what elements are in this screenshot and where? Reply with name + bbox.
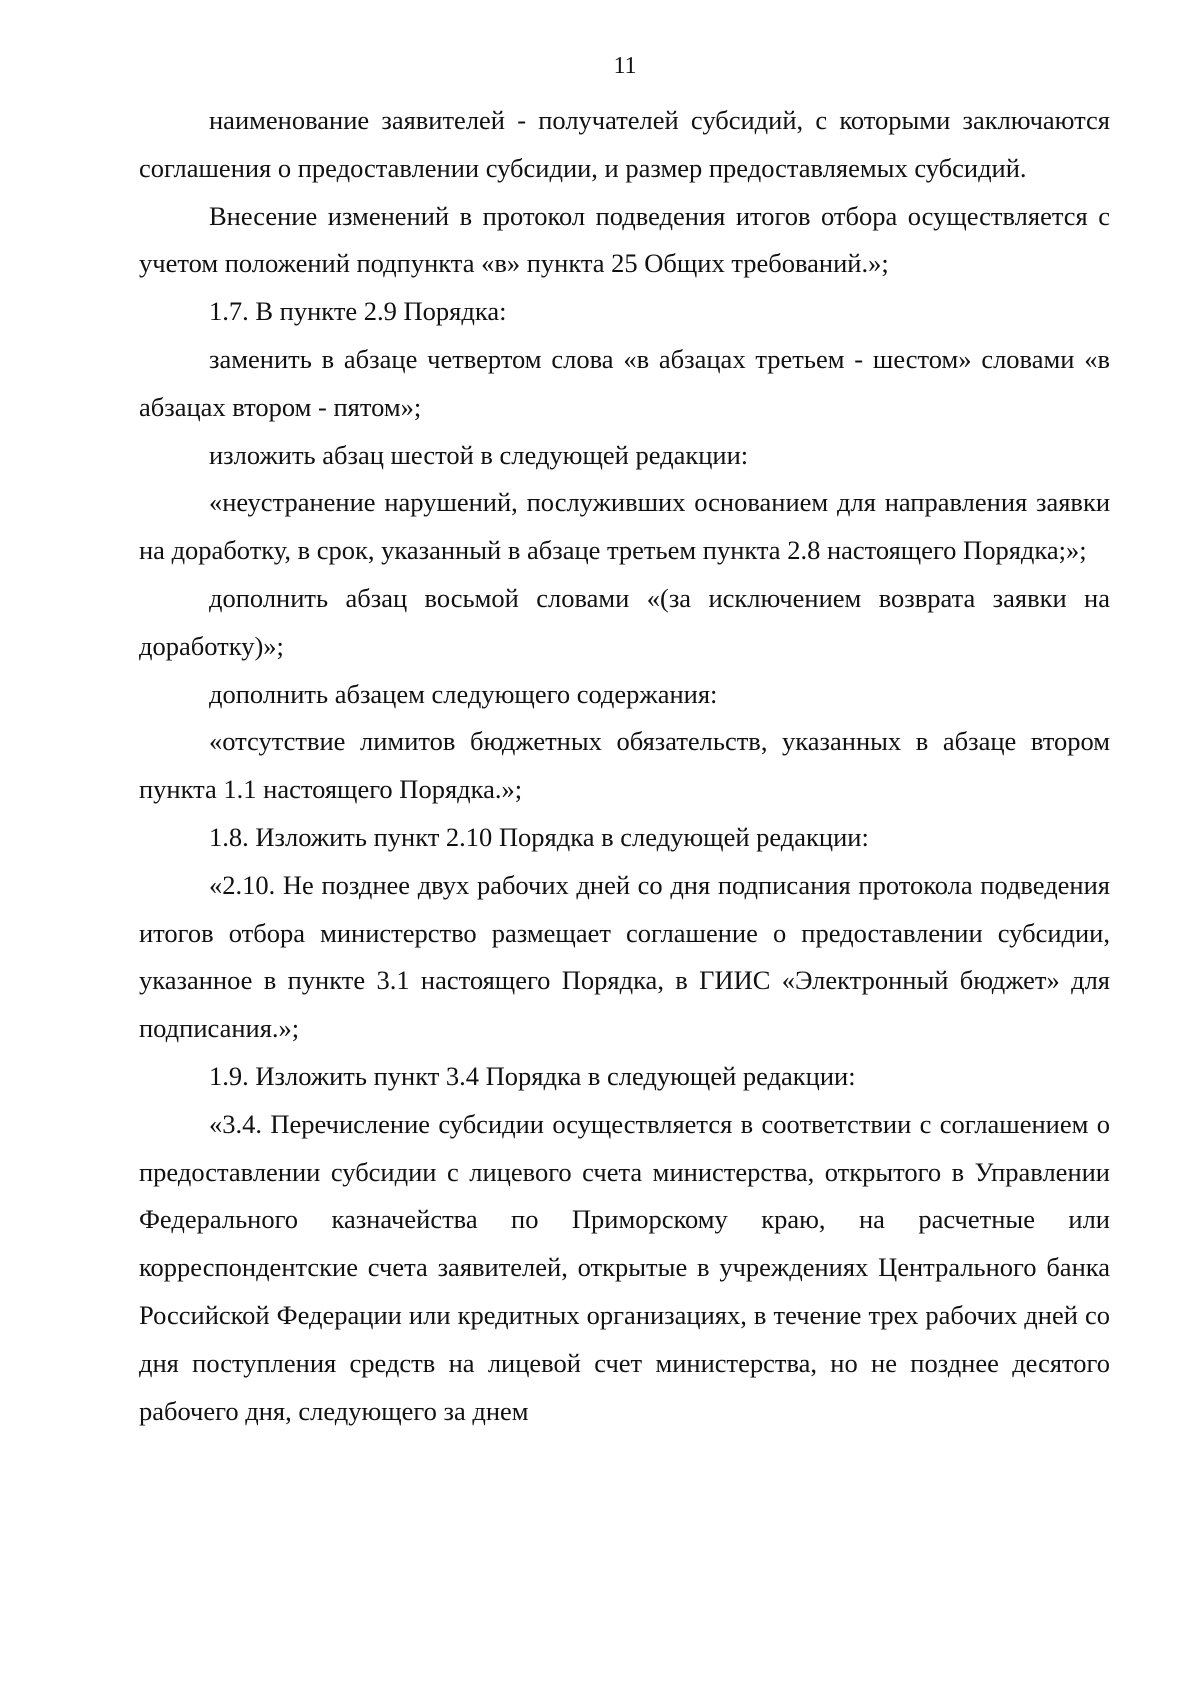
paragraph: «3.4. Перечисление субсидии осуществляется в соответствии с соглашением о предоставлении субсидии с лицевого счета министерства, открытого в Управлении Федерального казначейства по Приморскому краю, на расчетные или корреспондентские счета заявителей, открытые в учреждениях Центрального банка Российской Федерации или кредитных организациях, в течение трех рабочих дней со дня поступления средств на лицевой счет министерства, но не позднее десятого рабочего дня, следующего за днем [139, 1108, 1110, 1426]
paragraph: «2.10. Не позднее двух рабочих дней со дня подписания протокола подведения итогов отбора министерство размещает соглашение о предоставлении субсидии, указанное в пункте 3.1 настоящего Порядка, в ГИИС «Электронный бюджет» для подписания.»; [139, 869, 1110, 1044]
paragraph: Внесение изменений в протокол подведения итогов отбора осуществляется с учетом положений подпункта «в» пункта 25 Общих требований.»; [139, 200, 1110, 279]
paragraph: дополнить абзац восьмой словами «(за исключением возврата заявки на доработку)»; [139, 582, 1110, 661]
paragraph: заменить в абзаце четвертом слова «в абзацах третьем - шестом» словами «в абзацах втором - пятом»; [139, 343, 1110, 422]
paragraph: «отсутствие лимитов бюджетных обязательств, указанных в абзаце втором пункта 1.1 настоящего Порядка.»; [139, 726, 1110, 805]
paragraph: 1.8. Изложить пункт 2.10 Порядка в следующей редакции: [209, 821, 869, 852]
paragraph: «неустранение нарушений, послуживших основанием для направления заявки на доработку, в срок, указанный в абзаце третьем пункта 2.8 настоящего Порядка;»; [139, 487, 1110, 566]
paragraph: наименование заявителей - получателей субсидий, с которыми заключаются соглашения о предоставлении субсидии, и размер предоставляемых субсидий. [139, 105, 1110, 183]
paragraph: изложить абзац шестой в следующей редакции: [209, 439, 749, 470]
paragraph: 1.7. В пункте 2.9 Порядка: [209, 296, 507, 327]
page-number: 11 [613, 53, 637, 79]
paragraph: 1.9. Изложить пункт 3.4 Порядка в следующей редакции: [209, 1060, 856, 1091]
document-body [139, 97, 1110, 1435]
paragraph: дополнить абзацем следующего содержания: [209, 678, 718, 709]
